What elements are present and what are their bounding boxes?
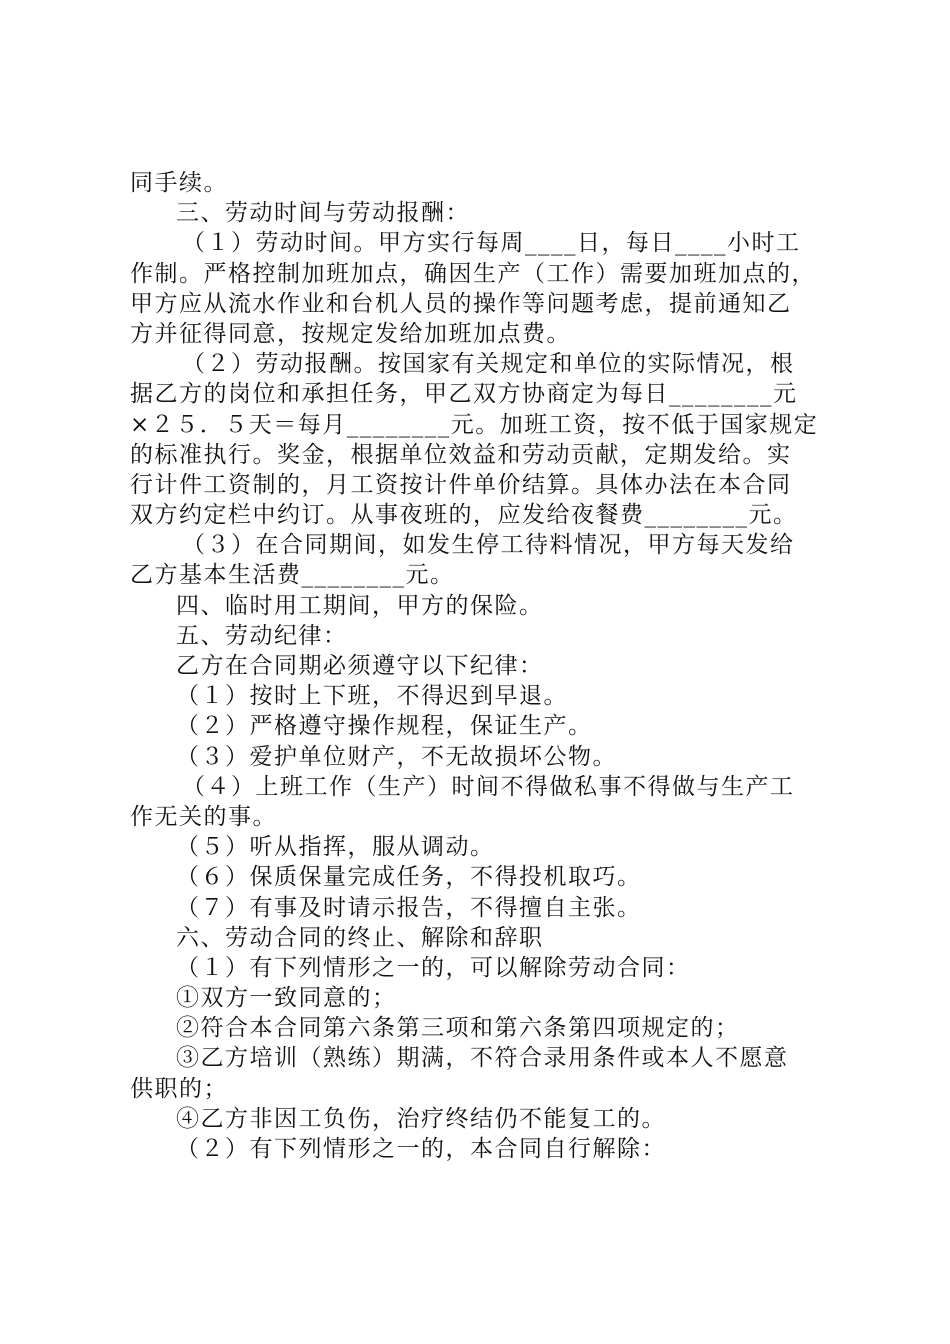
text-line: ①双方一致同意的；	[176, 985, 397, 1012]
text-line: 双方约定栏中约订。从事夜班的，应发给夜餐费________元。	[130, 502, 798, 529]
text-line: 六、劳动合同的终止、解除和辞职	[176, 924, 544, 951]
text-line: （６）保质保量完成任务，不得投机取巧。	[176, 864, 642, 891]
text-line: 供职的；	[130, 1075, 228, 1102]
text-line: （３）爱护单位财产，不无故损坏公物。	[176, 743, 617, 770]
text-line: 四、临时用工期间，甲方的保险。	[176, 592, 544, 619]
text-line: 行计件工资制的，月工资按计件单价结算。具体办法在本合同	[130, 471, 792, 498]
text-line: ②符合本合同第六条第三项和第六条第四项规定的；	[176, 1015, 740, 1042]
text-line: ③乙方培训（熟练）期满，不符合录用条件或本人不愿意	[176, 1045, 789, 1072]
text-line: 作无关的事。	[130, 803, 277, 830]
text-line: （２）有下列情形之一的，本合同自行解除：	[176, 1136, 666, 1162]
text-line: 作制。严格控制加班加点，确因生产（工作）需要加班加点的，	[130, 260, 816, 287]
text-line: 同手续。	[130, 170, 228, 196]
text-line: 方并征得同意，按规定发给加班加点费。	[130, 320, 571, 347]
text-line: 五、劳动纪律：	[176, 622, 348, 649]
text-line: ×２５．５天＝每月________元。加班工资，按不低于国家规定	[130, 411, 819, 438]
text-line: （５）听从指挥，服从调动。	[176, 834, 495, 861]
text-line: （２）劳动报酬。按国家有关规定和单位的实际情况，根	[182, 351, 795, 378]
text-line: （４）上班工作（生产）时间不得做私事不得做与生产工	[182, 773, 795, 800]
text-line: （７）有事及时请示报告，不得擅自主张。	[176, 894, 642, 921]
text-line: ④乙方非因工负伤，治疗终结仍不能复工的。	[176, 1105, 666, 1132]
text-line: （３）在合同期间，如发生停工待料情况，甲方每天发给	[182, 532, 795, 559]
document-body	[130, 168, 830, 1164]
text-line: 乙方基本生活费________元。	[130, 562, 455, 589]
text-line: （１）有下列情形之一的，可以解除劳动合同：	[176, 954, 691, 981]
text-line: 据乙方的岗位和承担任务，甲乙双方协商定为每日________元	[130, 381, 798, 408]
text-line: （１）按时上下班，不得迟到早退。	[176, 683, 568, 710]
text-line: （１）劳动时间。甲方实行每周____日，每日____小时工	[182, 230, 801, 257]
text-line: （２）严格遵守操作规程，保证生产。	[176, 713, 593, 740]
text-line: 三、劳动时间与劳动报酬：	[176, 200, 470, 227]
text-line: 乙方在合同期必须遵守以下纪律：	[176, 653, 544, 679]
text-line: 甲方应从流水作业和台机人员的操作等问题考虑，提前通知乙	[130, 290, 792, 317]
text-line: 的标准执行。奖金，根据单位效益和劳动贡献，定期发给。实	[130, 441, 792, 468]
